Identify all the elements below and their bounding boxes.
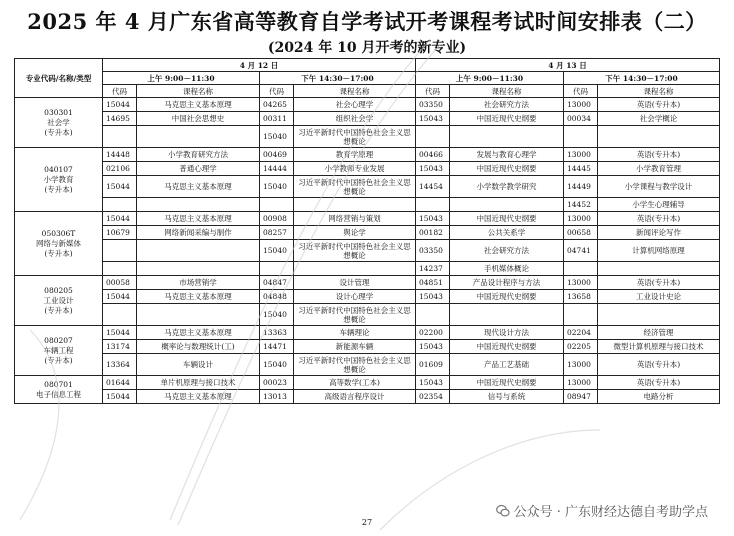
major-cell	[15, 98, 103, 148]
course-name: 小学教师专业发展	[294, 162, 416, 176]
course-name: 社会学概论	[598, 112, 720, 126]
major-type: (专升本)	[44, 184, 73, 194]
major-code: 080205	[44, 285, 73, 295]
course-code: 00466	[416, 148, 450, 162]
course-code: 13174	[103, 340, 137, 354]
major-cell	[15, 376, 103, 404]
course-name: 习近平新时代中国特色社会主义思想概论	[294, 126, 416, 148]
table-row	[15, 226, 720, 240]
course-name: 车辆理论	[294, 326, 416, 340]
course-name: 中国近现代史纲要	[450, 290, 564, 304]
major-name: 电子信息工程	[36, 389, 81, 399]
course-name	[294, 198, 416, 212]
major-column-header: 专业代码/名称/类型	[15, 59, 103, 98]
course-name: 社会心理学	[294, 98, 416, 112]
course-code: 14237	[416, 262, 450, 276]
course-code: 13000	[564, 212, 598, 226]
course-name: 高级语言程序设计	[294, 390, 416, 404]
course-code: 13000	[564, 148, 598, 162]
wechat-icon	[496, 504, 510, 518]
code-column-header: 代码	[103, 85, 137, 98]
course-name: 舆论学	[294, 226, 416, 240]
table-row	[15, 340, 720, 354]
code-column-header: 代码	[416, 85, 450, 98]
table-row	[15, 198, 720, 212]
course-code: 08257	[260, 226, 294, 240]
course-name: 现代设计方法	[450, 326, 564, 340]
course-code: 03350	[416, 98, 450, 112]
course-name	[137, 304, 260, 326]
major-name: 网络与新媒体	[36, 238, 81, 248]
course-code	[416, 126, 450, 148]
table-row	[15, 354, 720, 376]
course-name: 社会研究方法	[450, 240, 564, 262]
course-name: 产品工艺基础	[450, 354, 564, 376]
course-code	[564, 126, 598, 148]
header-row-sessions	[15, 72, 720, 85]
course-name: 车辆设计	[137, 354, 260, 376]
course-code	[416, 198, 450, 212]
course-code: 04847	[260, 276, 294, 290]
course-code: 14454	[416, 176, 450, 198]
major-type: (专升本)	[44, 127, 73, 137]
major-cell	[15, 326, 103, 376]
course-code: 00908	[260, 212, 294, 226]
course-name	[450, 304, 564, 326]
course-code: 14695	[103, 112, 137, 126]
course-name: 微型计算机原理与接口技术	[598, 340, 720, 354]
watermark-text: 公众号 · 广东财经达德自考助学点	[513, 505, 708, 520]
course-name: 马克思主义基本原理	[137, 326, 260, 340]
course-name: 小学教育研究方法	[137, 148, 260, 162]
course-name	[598, 262, 720, 276]
course-name: 马克思主义基本原理	[137, 290, 260, 304]
course-name: 网络营销与策划	[294, 212, 416, 226]
course-name	[598, 126, 720, 148]
table-row	[15, 276, 720, 290]
course-code: 14449	[564, 176, 598, 198]
course-name: 概率论与数理统计(工)	[137, 340, 260, 354]
major-type: (专升本)	[44, 355, 73, 365]
course-code: 15044	[103, 176, 137, 198]
course-code: 15043	[416, 112, 450, 126]
course-name	[450, 126, 564, 148]
table-row	[15, 212, 720, 226]
course-name	[450, 198, 564, 212]
course-name-column-header: 课程名称	[294, 85, 416, 98]
course-name: 小学课程与教学设计	[598, 176, 720, 198]
course-name: 电路分析	[598, 390, 720, 404]
major-cell	[15, 148, 103, 212]
course-code: 13000	[564, 354, 598, 376]
course-name: 经济管理	[598, 326, 720, 340]
table-row	[15, 262, 720, 276]
course-name: 习近平新时代中国特色社会主义思想概论	[294, 304, 416, 326]
course-name: 单片机原理与接口技术	[137, 376, 260, 390]
course-name: 英语(专升本)	[598, 98, 720, 112]
major-code: 040107	[44, 164, 73, 174]
major-name: 社会学	[47, 117, 70, 127]
table-row	[15, 290, 720, 304]
page-number: 27	[361, 518, 373, 527]
course-code: 15040	[260, 304, 294, 326]
page-subtitle: (2024 年 10 月开考的新专业)	[267, 40, 467, 56]
course-name: 小学生心理辅导	[598, 198, 720, 212]
course-code: 00469	[260, 148, 294, 162]
course-code	[103, 304, 137, 326]
course-code: 15043	[416, 212, 450, 226]
course-code: 00311	[260, 112, 294, 126]
course-code: 15040	[260, 176, 294, 198]
major-code: 080701	[44, 379, 73, 389]
course-code: 15043	[416, 376, 450, 390]
course-code: 02106	[103, 162, 137, 176]
course-name: 计算机网络原理	[598, 240, 720, 262]
major-cell	[15, 212, 103, 276]
table-row	[15, 162, 720, 176]
code-column-header: 代码	[260, 85, 294, 98]
course-name: 中国近现代史纲要	[450, 112, 564, 126]
course-name: 中国近现代史纲要	[450, 376, 564, 390]
course-name: 信号与系统	[450, 390, 564, 404]
course-code: 15044	[103, 98, 137, 112]
table-row	[15, 126, 720, 148]
course-name-column-header: 课程名称	[598, 85, 720, 98]
course-name: 产品设计程序与方法	[450, 276, 564, 290]
major-code: 080207	[44, 335, 73, 345]
course-code: 01644	[103, 376, 137, 390]
course-code: 14445	[564, 162, 598, 176]
course-code: 00182	[416, 226, 450, 240]
course-code: 00034	[564, 112, 598, 126]
course-code: 02200	[416, 326, 450, 340]
course-code: 00058	[103, 276, 137, 290]
course-code	[260, 198, 294, 212]
course-code: 15040	[260, 354, 294, 376]
major-name: 车辆工程	[43, 345, 74, 355]
major-type: (专升本)	[44, 248, 73, 258]
course-name: 教育学原理	[294, 148, 416, 162]
course-name: 公共关系学	[450, 226, 564, 240]
course-name: 工业设计史论	[598, 290, 720, 304]
course-code: 00658	[564, 226, 598, 240]
course-name: 手机媒体概论	[450, 262, 564, 276]
watermark-label	[496, 501, 708, 520]
course-code: 15043	[416, 340, 450, 354]
course-code	[564, 304, 598, 326]
course-name	[137, 240, 260, 262]
course-name	[137, 262, 260, 276]
course-code: 13000	[564, 376, 598, 390]
session-header: 下午 14:30－17:00	[260, 72, 416, 85]
course-code: 15040	[260, 126, 294, 148]
course-name: 英语(专升本)	[598, 354, 720, 376]
course-code: 04848	[260, 290, 294, 304]
course-code: 04741	[564, 240, 598, 262]
course-code: 15044	[103, 290, 137, 304]
course-name: 中国近现代史纲要	[450, 162, 564, 176]
course-name: 习近平新时代中国特色社会主义思想概论	[294, 176, 416, 198]
course-name: 组织社会学	[294, 112, 416, 126]
major-name: 小学教育	[43, 174, 74, 184]
major-name: 工业设计	[43, 295, 74, 305]
course-code: 15044	[103, 390, 137, 404]
course-code: 02354	[416, 390, 450, 404]
course-code	[260, 262, 294, 276]
course-code: 02204	[564, 326, 598, 340]
exam-schedule-table	[14, 58, 720, 404]
course-name: 社会研究方法	[450, 98, 564, 112]
course-code: 00023	[260, 376, 294, 390]
course-name: 马克思主义基本原理	[137, 176, 260, 198]
course-name: 马克思主义基本原理	[137, 98, 260, 112]
course-code	[564, 262, 598, 276]
course-code: 02205	[564, 340, 598, 354]
course-code: 14448	[103, 148, 137, 162]
course-name: 英语(专升本)	[598, 148, 720, 162]
course-code: 01609	[416, 354, 450, 376]
course-code: 15040	[260, 240, 294, 262]
course-name: 发展与教育心理学	[450, 148, 564, 162]
course-name-column-header: 课程名称	[137, 85, 260, 98]
session-header: 上午 9:00－11:30	[416, 72, 564, 85]
course-name	[598, 304, 720, 326]
course-name: 普通心理学	[137, 162, 260, 176]
course-name: 市场营销学	[137, 276, 260, 290]
course-code: 10679	[103, 226, 137, 240]
session-header: 下午 14:30－17:00	[564, 72, 720, 85]
course-name: 英语(专升本)	[598, 212, 720, 226]
course-name: 设计管理	[294, 276, 416, 290]
course-code	[103, 240, 137, 262]
code-column-header: 代码	[564, 85, 598, 98]
major-code: 030301	[44, 107, 73, 117]
course-name: 小学数学教学研究	[450, 176, 564, 198]
page-title: 2025 年 4 月广东省高等教育自学考试开考课程考试时间安排表（二）	[27, 9, 707, 34]
table-row	[15, 304, 720, 326]
course-name: 习近平新时代中国特色社会主义思想概论	[294, 240, 416, 262]
table-row	[15, 326, 720, 340]
course-code: 15043	[416, 290, 450, 304]
course-code: 13013	[260, 390, 294, 404]
course-name	[137, 198, 260, 212]
course-name: 设计心理学	[294, 290, 416, 304]
course-code: 14444	[260, 162, 294, 176]
course-name	[294, 262, 416, 276]
course-code: 13000	[564, 98, 598, 112]
course-code: 08947	[564, 390, 598, 404]
course-code: 14471	[260, 340, 294, 354]
course-code: 14452	[564, 198, 598, 212]
course-name: 中国近现代史纲要	[450, 212, 564, 226]
course-name: 新能源车辆	[294, 340, 416, 354]
course-code: 15044	[103, 326, 137, 340]
date-header: 4 月 12 日	[103, 59, 416, 72]
course-name: 新闻评论写作	[598, 226, 720, 240]
course-code	[103, 126, 137, 148]
course-name-column-header: 课程名称	[450, 85, 564, 98]
course-name: 马克思主义基本原理	[137, 212, 260, 226]
major-type: (专升本)	[44, 305, 73, 315]
table-row	[15, 112, 720, 126]
course-name: 中国近现代史纲要	[450, 340, 564, 354]
table-row	[15, 240, 720, 262]
major-code: 050306T	[41, 228, 76, 238]
table-row	[15, 390, 720, 404]
course-code: 13364	[103, 354, 137, 376]
table-row	[15, 98, 720, 112]
course-name: 小学教育管理	[598, 162, 720, 176]
header-row-columns	[15, 85, 720, 98]
header-row-dates	[15, 59, 720, 72]
course-code	[103, 262, 137, 276]
table-row	[15, 376, 720, 390]
course-code	[416, 304, 450, 326]
date-header: 4 月 13 日	[416, 59, 720, 72]
course-name: 马克思主义基本原理	[137, 390, 260, 404]
table-row	[15, 148, 720, 162]
table-row	[15, 176, 720, 198]
course-code	[103, 198, 137, 212]
session-header: 上午 9:00－11:30	[103, 72, 260, 85]
course-name: 网络新闻采编与制作	[137, 226, 260, 240]
course-code: 03350	[416, 240, 450, 262]
course-name: 中国社会思想史	[137, 112, 260, 126]
course-name: 高等数学(工本)	[294, 376, 416, 390]
course-code: 13363	[260, 326, 294, 340]
course-code: 13000	[564, 276, 598, 290]
course-name: 英语(专升本)	[598, 276, 720, 290]
course-code: 04265	[260, 98, 294, 112]
course-code: 15044	[103, 212, 137, 226]
major-cell	[15, 276, 103, 326]
course-name	[137, 126, 260, 148]
course-name: 习近平新时代中国特色社会主义思想概论	[294, 354, 416, 376]
course-code: 04851	[416, 276, 450, 290]
course-name: 英语(专升本)	[598, 376, 720, 390]
course-code: 15043	[416, 162, 450, 176]
course-code: 13658	[564, 290, 598, 304]
